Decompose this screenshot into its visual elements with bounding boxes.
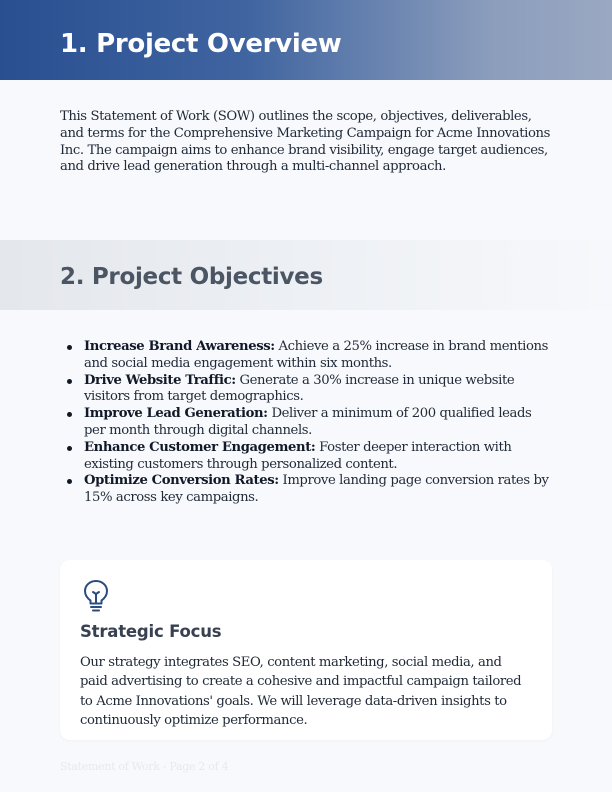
objective-label: Increase Brand Awareness: (84, 339, 275, 354)
objectives-title: 2. Project Objectives (60, 264, 323, 290)
objective-label: Drive Website Traffic: (84, 372, 236, 388)
list-item (84, 440, 554, 474)
objective-text: Achieve a 25% increase in brand mentions and social media engagement within six months. (84, 339, 548, 371)
strategic-focus-card (60, 560, 552, 740)
list-item (84, 373, 554, 407)
page-footer: Statement of Work - Page 2 of 4 (60, 760, 229, 773)
list-item (84, 339, 554, 373)
strategic-focus-body: Our strategy integrates SEO, content marketing, social media, and paid advertising to create a cohesive and impactful campaign tailored to Acme Innovations' goals. We will leverage data-driven insights to continuously optimize performance. (80, 655, 522, 728)
objective-label: Improve Lead Generation: (84, 406, 268, 422)
lightbulb-icon (80, 579, 112, 613)
strategic-focus-title: Strategic Focus (80, 622, 222, 641)
objective-text: Deliver a minimum of 200 qualified leads per month through digital channels. (84, 406, 532, 438)
objective-text: Generate a 30% increase in unique website visitors from target demographics. (84, 372, 515, 405)
list-item (84, 406, 554, 440)
overview-body: This Statement of Work (SOW) outlines the scope, objectives, deliverables, and terms for the Comprehensive Marketing Campaign for Acme Innovations Inc. The campaign aims to enhance brand visibility, engage target audiences, and drive lead generation through a multi-channel approach. (60, 109, 550, 175)
objective-text: Foster deeper interaction with existing customers through personalized content. (84, 439, 512, 472)
objective-label: Optimize Conversion Rates: (84, 473, 279, 489)
overview-header-band (0, 0, 612, 80)
overview-title: 1. Project Overview (60, 29, 342, 59)
objective-label: Enhance Customer Engagement: (84, 439, 316, 455)
objective-text: Improve landing page conversion rates by 15% across key campaigns. (84, 473, 549, 506)
list-item (84, 473, 554, 507)
objectives-list (84, 339, 554, 507)
